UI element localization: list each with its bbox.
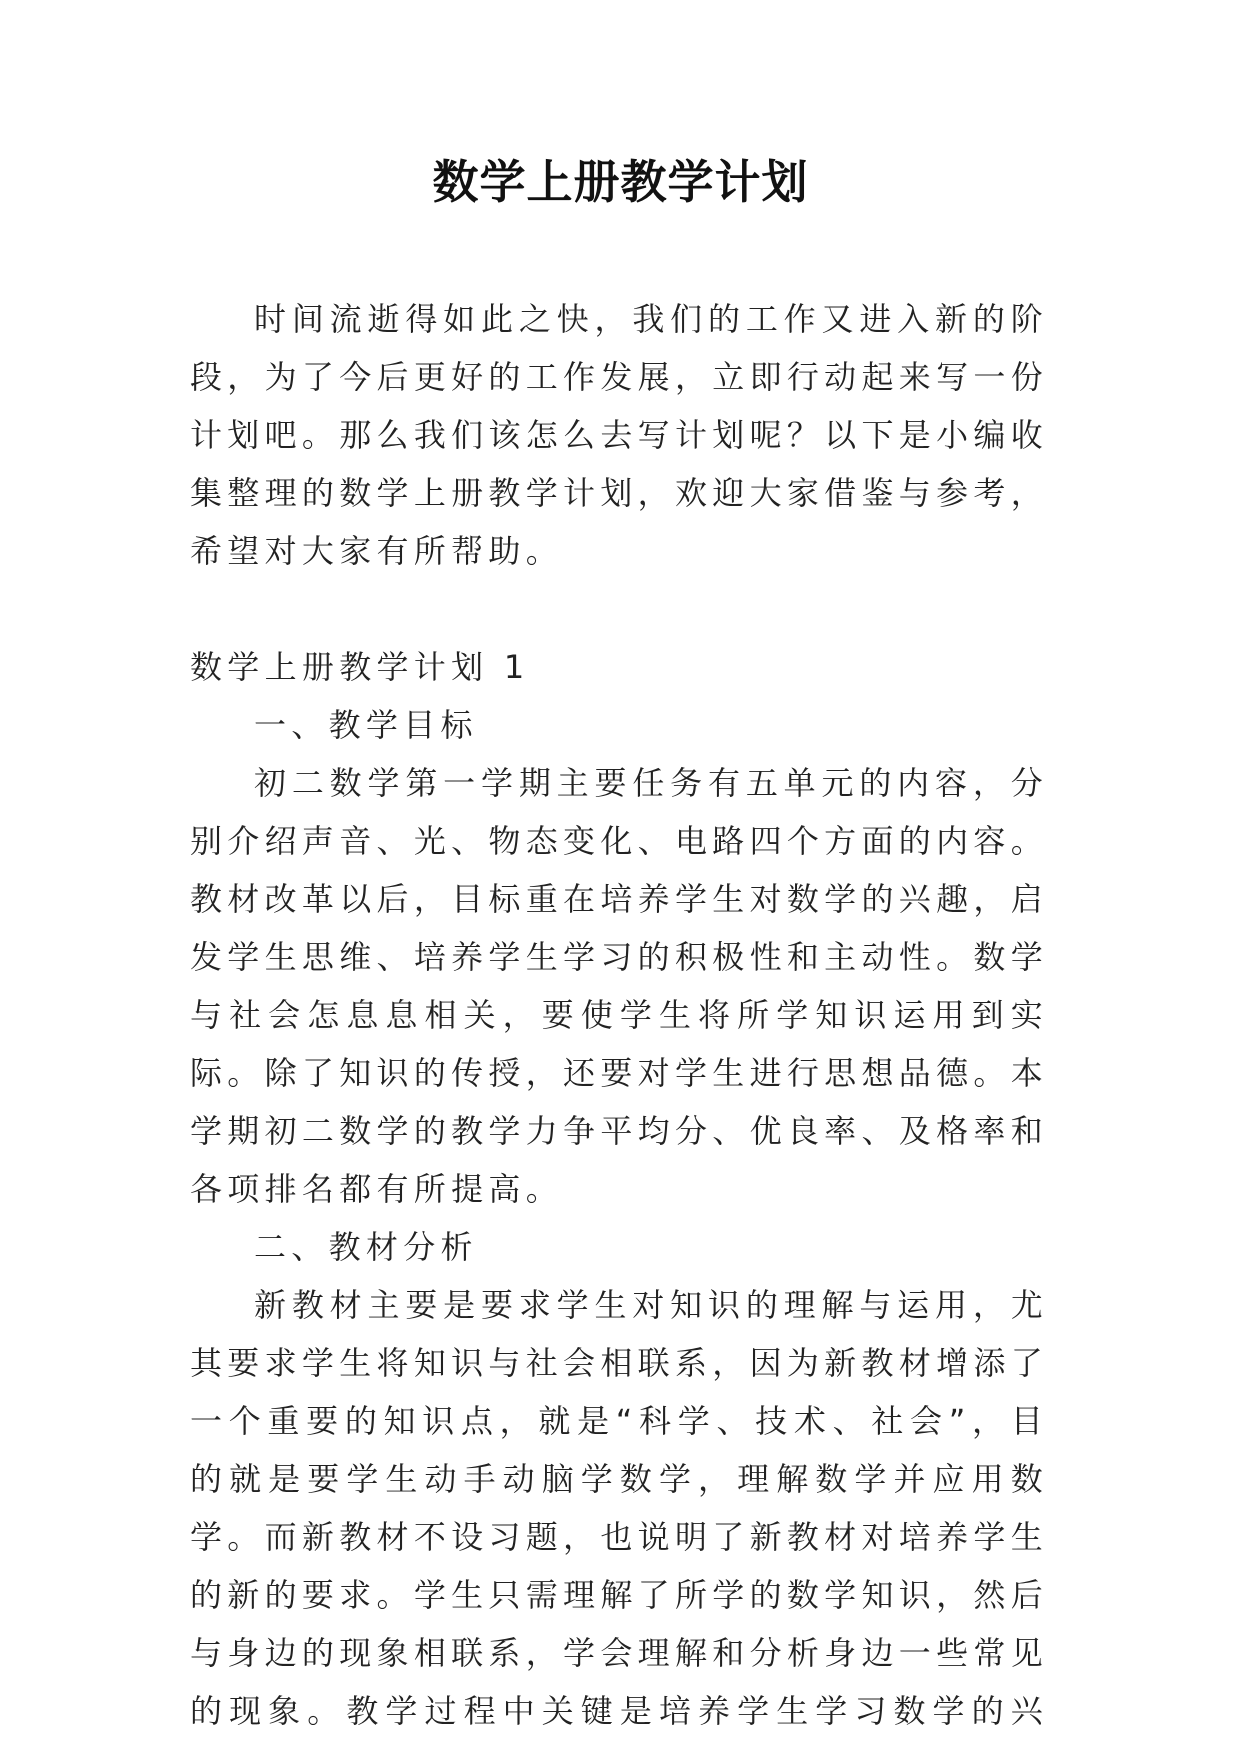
heading-textbook-analysis: 二、教材分析 [254, 1228, 478, 1266]
paragraph-teaching-goals: 初二数学第一学期主要任务有五单元的内容，分别介绍声音、光、物态变化、电路四个方面的内容。教材改革以后，目标重在培养学生对数学的兴趣，启发学生思维、培养学生学习的积极性和主动性。数学与社会怎息息相关，要使学生将所学知识运用到实际。除了知识的传授，还要对学生进行思想品德。本学期初二数学的教学力争平均分、优良率、及格率和各项排名都有所提高。 [190, 764, 1048, 1208]
document-title: 数学上册教学计划 [432, 155, 809, 209]
paragraph-gap [190, 580, 1048, 638]
paragraph-textbook-analysis: 新教材主要是要求学生对知识的理解与运用，尤其要求学生将知识与社会相联系，因为新教材增添了一个重要的知识点，就是“科学、技术、社会”，目的就是要学生动手动脑学数学，理解数学并应用数学。而新教材不设习题，也说明了新教材对培养学生的新的要求。学生只需理解了所学的数学知识，然后与身边的现象相联系，学会理解和分析身边一些常见的现象。教学过程中关键是培养学生学习数学的兴 [190, 1286, 1048, 1730]
intro-paragraph: 时间流逝得如此之快，我们的工作又进入新的阶段，为了今后更好的工作发展，立即行动起来写一份计划吧。那么我们该怎么去写计划呢？以下是小编收集整理的数学上册教学计划，欢迎大家借鉴与参考，希望对大家有所帮助。 [190, 300, 1048, 570]
document-body [190, 290, 1048, 1740]
heading-teaching-goals: 一、教学目标 [254, 706, 478, 744]
section-title: 数学上册教学计划 1 [190, 648, 530, 686]
